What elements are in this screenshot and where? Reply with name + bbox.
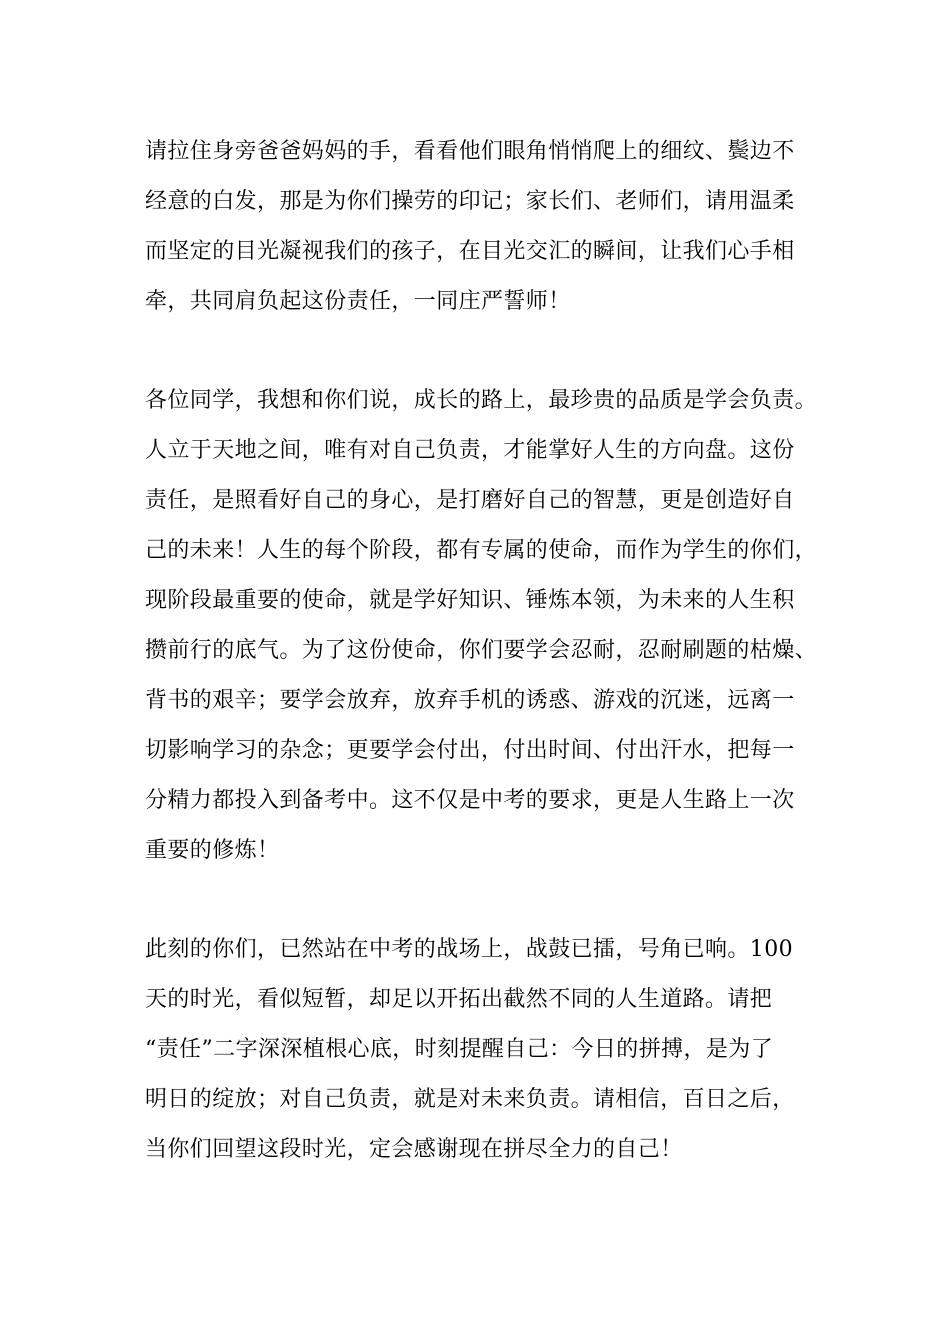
paragraph-parents-teachers bbox=[145, 127, 825, 327]
text-line: 背书的艰辛；要学会放弃，放弃手机的诱惑、游戏的沉迷，远离一 bbox=[145, 688, 795, 713]
text-line: “责任”二字深深植根心底，时刻提醒自己：今日的拼搏，是为了 bbox=[145, 1037, 774, 1062]
text-line: 而坚定的目光凝视我们的孩子，在目光交汇的瞬间，让我们心手相 bbox=[145, 239, 795, 264]
text-line: 己的未来！人生的每个阶段，都有专属的使命，而作为学生的你们， bbox=[145, 538, 818, 563]
text-line: 请拉住身旁爸爸妈妈的手，看看他们眼角悄悄爬上的细纹、鬓边不 bbox=[145, 139, 795, 164]
paragraph-hundred-days bbox=[145, 925, 825, 1175]
text-line: 重要的修炼！ bbox=[145, 838, 280, 863]
text-line: 分精力都投入到备考中。这不仅是中考的要求，更是人生路上一次 bbox=[145, 788, 795, 813]
text-line: 人立于天地之间，唯有对自己负责，才能掌好人生的方向盘。这份 bbox=[145, 438, 795, 463]
text-line: 现阶段最重要的使命，就是学好知识、锤炼本领，为未来的人生积 bbox=[145, 588, 795, 613]
text-line: 此刻的你们，已然站在中考的战场上，战鼓已擂，号角已响。100 bbox=[145, 937, 793, 962]
text-line: 经意的白发，那是为你们操劳的印记；家长们、老师们，请用温柔 bbox=[145, 189, 795, 214]
text-line: 当你们回望这段时光，定会感谢现在拼尽全力的自己！ bbox=[145, 1137, 683, 1162]
text-line: 天的时光，看似短暂，却足以开拓出截然不同的人生道路。请把 bbox=[145, 987, 773, 1012]
text-line: 各位同学，我想和你们说，成长的路上，最珍贵的品质是学会负责。 bbox=[145, 388, 818, 413]
text-line: 明日的绽放；对自己负责，就是对未来负责。请相信，百日之后， bbox=[145, 1087, 795, 1112]
text-line: 牵，共同肩负起这份责任，一同庄严誓师！ bbox=[145, 289, 571, 314]
text-line: 切影响学习的杂念；更要学会付出，付出时间、付出汗水，把每一 bbox=[145, 738, 795, 763]
text-line: 责任，是照看好自己的身心，是打磨好自己的智慧，更是创造好自 bbox=[145, 488, 795, 513]
text-line: 攒前行的底气。为了这份使命，你们要学会忍耐，忍耐刷题的枯燥、 bbox=[145, 638, 818, 663]
paragraph-responsibility bbox=[145, 376, 825, 876]
